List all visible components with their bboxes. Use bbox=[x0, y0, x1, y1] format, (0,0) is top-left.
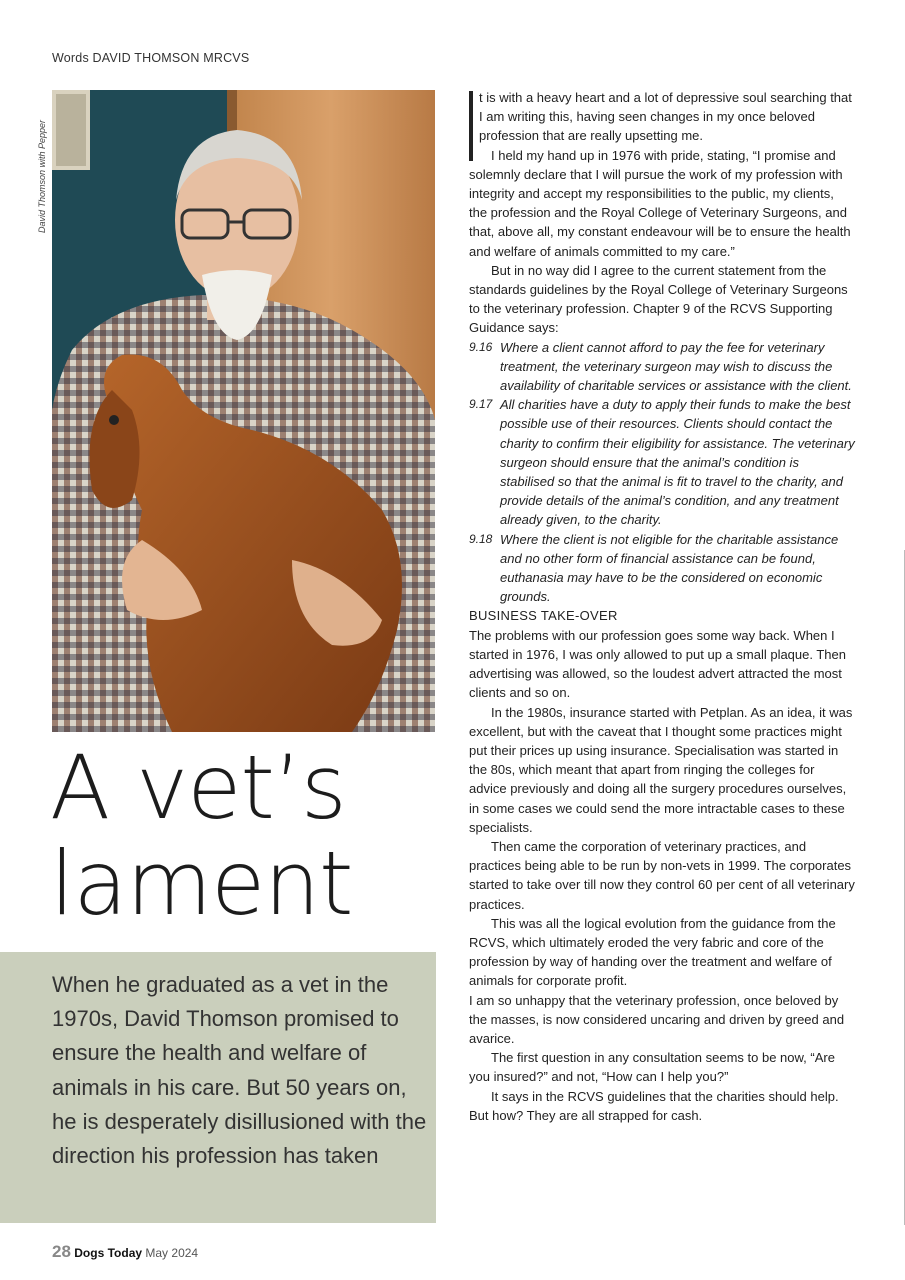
paragraph: I am so unhappy that the veterinary profession, once beloved by the masses, is now considered uncaring and driven by greed and avarice. bbox=[469, 992, 845, 1046]
standfirst: When he graduated as a vet in the 1970s, David Thomson promised to ensure the health and welfare of animals in his care. But 50 years on, he is desperately disillusioned with the direction his profession has taken bbox=[52, 972, 427, 1169]
paragraph: The problems with our profession goes some way back. When I started in 1976, I was only allowed to put up a small plaque. Then advertising was allowed, so the loudest advert attracted the most clients and so on. bbox=[469, 627, 846, 701]
clause-text: All charities have a duty to apply their funds to make the best possible use of their resources. Clients should contact the charity to confirm their eligibility for assistance. The veterinary surgeon should ensure that the animal’s condition is stabilised so that the animal is fit to travel to the charity, and provide details of the animal’s condition, and any treatment already given, to the charity. bbox=[500, 397, 855, 528]
intro-paragraph bbox=[469, 88, 855, 146]
page-number: 28 bbox=[52, 1242, 71, 1261]
headline-line-2: lament bbox=[50, 832, 353, 935]
clause-number: 9.18 bbox=[469, 531, 493, 546]
magazine-name: Dogs Today bbox=[74, 1246, 143, 1260]
guidance-clause bbox=[469, 530, 855, 607]
guidance-clause bbox=[469, 395, 855, 529]
paragraph: But in no way did I agree to the current statement from the standards guidelines by the Royal College of Veterinary Surgeons to the veterinary profession. Chapter 9 of the RCVS Supporting Guidance says: bbox=[469, 262, 848, 336]
paragraph: I held my hand up in 1976 with pride, stating, “I promise and solemnly declare that I will pursue the work of my profession with integrity and accept my responsibilities to the public, my clients, the profession and the Royal College of Veterinary Surgeons, and that, above all, my constant endeavour will be to ensure the health and welfare of animals committed to my care.” bbox=[469, 147, 851, 259]
clause-text: Where a client cannot afford to pay the fee for veterinary treatment, the veterinary surgeon may wish to discuss the availability of charitable services or assistance with the client. bbox=[500, 339, 852, 394]
paragraph: It says in the RCVS guidelines that the charities should help. But how? They are all strapped for cash. bbox=[469, 1088, 839, 1123]
article-body bbox=[469, 88, 855, 1125]
intro-text: t is with a heavy heart and a lot of depressive soul searching that I am writing this, having seen changes in my once beloved profession that are really upsetting me. bbox=[479, 90, 852, 144]
dropcap-bar bbox=[469, 91, 473, 161]
clause-number: 9.16 bbox=[469, 339, 493, 354]
headline bbox=[50, 736, 440, 935]
paragraph: This was all the logical evolution from the guidance from the RCVS, which ultimately eroded the very fabric and core of the profession by way of handing over the treatment and welfare of animals for corporate profit. bbox=[469, 915, 836, 989]
clause-text: Where the client is not eligible for the charitable assistance and no other form of financial assistance can be found, euthanasia may have to be the considered on economic grounds. bbox=[500, 531, 839, 605]
clause-number: 9.17 bbox=[469, 397, 493, 412]
paragraph: In the 1980s, insurance started with Petplan. As an idea, it was excellent, but with the caveat that I thought some practices might put their prices up using insurance. Specialisation was started in the 80s, which meant that apart from ringing the colleges for advice previously and doing all the surgery procedures ourselves, in some cases we could send the more intractable cases to these specialists. bbox=[469, 704, 853, 835]
page-footer bbox=[52, 1242, 198, 1262]
paragraph: The first question in any consultation seems to be now, “Are you insured?” and not, “How can I help you?” bbox=[469, 1050, 835, 1085]
paragraph: Then came the corporation of veterinary practices, and practices being able to be run by non-vets in 1999. The corporates started to take over till now they control 60 per cent of all veterinary practices. bbox=[469, 838, 855, 912]
hero-photo bbox=[52, 90, 435, 732]
guidance-clause bbox=[469, 338, 855, 396]
issue-date: May 2024 bbox=[145, 1246, 199, 1260]
byline: Words DAVID THOMSON MRCVS bbox=[52, 51, 250, 65]
section-subhead: BUSINESS TAKE-OVER bbox=[469, 608, 618, 624]
photo-credit: David Thomson with Pepper bbox=[37, 119, 47, 233]
headline-line-1: A vet’s bbox=[50, 736, 346, 839]
